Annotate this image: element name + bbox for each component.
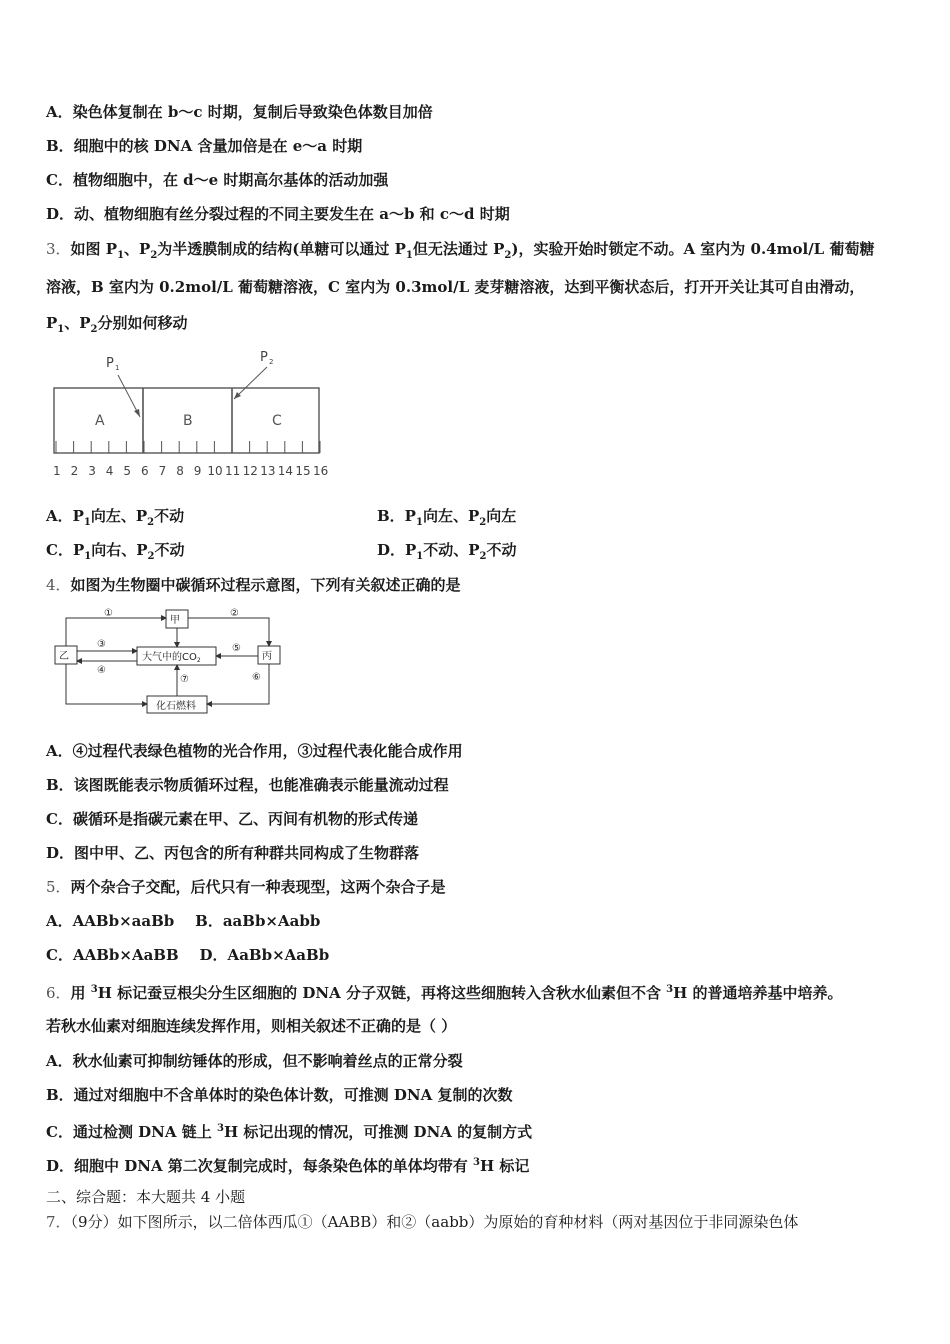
q7-stem: 7．（9分）如下图所示，以二倍体西瓜①（AABB）和②（aabb）为原始的育种材料（两对基因位于非同源染色体	[46, 1213, 799, 1231]
chamber-b-label: B	[183, 413, 193, 429]
label-5: ⑤	[232, 643, 241, 654]
q3-option-d: D．$P_1$不动、$P_2$不动	[377, 541, 517, 562]
q6-option-d: D．细胞中 DNA 第二次复制完成时，每条染色体的单体均带有 $^3$H 标记	[46, 1157, 530, 1175]
q4-option-a: A．④过程代表绿色植物的光合作用，③过程代表化能合成作用	[46, 742, 463, 760]
node-fossil-fuel: 化石燃料	[156, 701, 196, 712]
scale-label: 15	[295, 464, 311, 478]
q3-stem-line3: $P_1$、$P_2$分别如何移动	[46, 314, 188, 335]
section-heading: 二、综合题：本大题共 4 小题	[46, 1188, 246, 1206]
node-yi: 乙	[59, 651, 69, 662]
q6-stem-line1: 6．用 $^3$H 标记蚕豆根尖分生区细胞的 DNA 分子双链，再将这些细胞转入含秋水仙素但不含 $^3$H 的普通培养基中培养。	[46, 984, 843, 1002]
scale-label: 5	[123, 464, 132, 478]
scale-label: 16	[313, 464, 329, 478]
node-bing: 丙	[262, 651, 272, 662]
node-atmosphere-co2: 大气中的$CO_2$	[142, 652, 201, 664]
scale-label: 11	[225, 464, 241, 478]
label-6: ⑥	[252, 672, 261, 683]
q3-option-c: C．$P_1$向右、$P_2$不动	[46, 541, 185, 562]
q6-option-a: A．秋水仙素可抑制纺锤体的形成，但不影响着丝点的正常分裂	[46, 1052, 463, 1070]
q4-stem: 4．如图为生物圈中碳循环过程示意图，下列有关叙述正确的是	[46, 576, 461, 594]
scale-label: 14	[277, 464, 294, 478]
q2-option-b: B．细胞中的核 DNA 含量加倍是在 e～a 时期	[46, 137, 363, 155]
q3-option-b: B．$P_1$向左、$P_2$向左	[377, 507, 517, 528]
scale-label: 4	[105, 464, 114, 478]
scale-label: 12	[242, 464, 258, 478]
q2-option-c: C．植物细胞中，在 d～e 时期高尔基体的活动加强	[46, 171, 389, 189]
label-2: ②	[230, 608, 239, 619]
scale-label: 13	[260, 464, 276, 478]
q6-stem-line2: 若秋水仙素对细胞连续发挥作用，则相关叙述不正确的是（ ）	[46, 1017, 457, 1035]
node-jia: 甲	[170, 615, 180, 626]
q4-carbon-cycle-figure	[50, 604, 290, 724]
label-4: ④	[97, 665, 106, 676]
q3-stem-line2: 溶液，B 室内为 0.2mol/L 葡萄糖溶液，C 室内为 0.3mol/L 麦芽糖溶液，达到平衡状态后，打开开关让其可自由滑动，	[46, 278, 865, 296]
q2-option-a: A．染色体复制在 b～c 时期，复制后导致染色体数目加倍	[46, 103, 433, 121]
scale-label: 8	[176, 464, 184, 478]
q2-option-d: D．动、植物细胞有丝分裂过程的不同主要发生在 a～b 和 c～d 时期	[46, 205, 510, 223]
q3-option-a: A．$P_1$向左、$P_2$不动	[46, 507, 185, 528]
q3-stem-line1: 3．如图 $P_1$、$P_2$为半透膜制成的结构(单糖可以通过 $P_1$但无法通过 $P_2$)，实验开始时锁定不动。A 室内为 0.4mol/L 葡萄糖	[46, 240, 875, 261]
svg-text:1: 1	[115, 364, 120, 372]
scale-label: 7	[158, 464, 167, 478]
q5-options-line2: C．AABb×AaBB D．AaBb×AaBb	[46, 946, 330, 964]
q4-option-c: C．碳循环是指碳元素在甲、乙、丙间有机物的形式传递	[46, 810, 418, 828]
q6-option-c: C．通过检测 DNA 链上 $^3$H 标记出现的情况，可推测 DNA 的复制方式	[46, 1123, 533, 1141]
scale-label: 10	[207, 464, 223, 478]
q6-option-b: B．通过对细胞中不含单体时的染色体计数，可推测 DNA 复制的次数	[46, 1086, 513, 1104]
q5-stem: 5．两个杂合子交配，后代只有一种表现型，这两个杂合子是	[46, 878, 446, 896]
label-p2: P	[260, 350, 268, 365]
chamber-c-label: C	[272, 413, 282, 429]
label-3: ③	[97, 639, 106, 650]
svg-text:2: 2	[269, 358, 274, 366]
chamber-a-label: A	[95, 413, 105, 429]
scale-label: 9	[193, 464, 202, 478]
q5-options-line1: A．AABb×aaBb B．aaBb×Aabb	[46, 912, 321, 930]
scale-label: 3	[88, 464, 96, 478]
scale-label: 6	[141, 464, 149, 478]
q4-option-b: B．该图既能表示物质循环过程，也能准确表示能量流动过程	[46, 776, 449, 794]
scale-label: 1	[53, 464, 61, 478]
q3-chamber-figure	[50, 345, 340, 485]
label-p1: P	[106, 356, 114, 371]
q4-option-d: D．图中甲、乙、丙包含的所有种群共同构成了生物群落	[46, 844, 420, 862]
scale-label: 2	[70, 464, 79, 478]
label-7: ⑦	[180, 674, 189, 685]
label-1: ①	[104, 608, 113, 619]
